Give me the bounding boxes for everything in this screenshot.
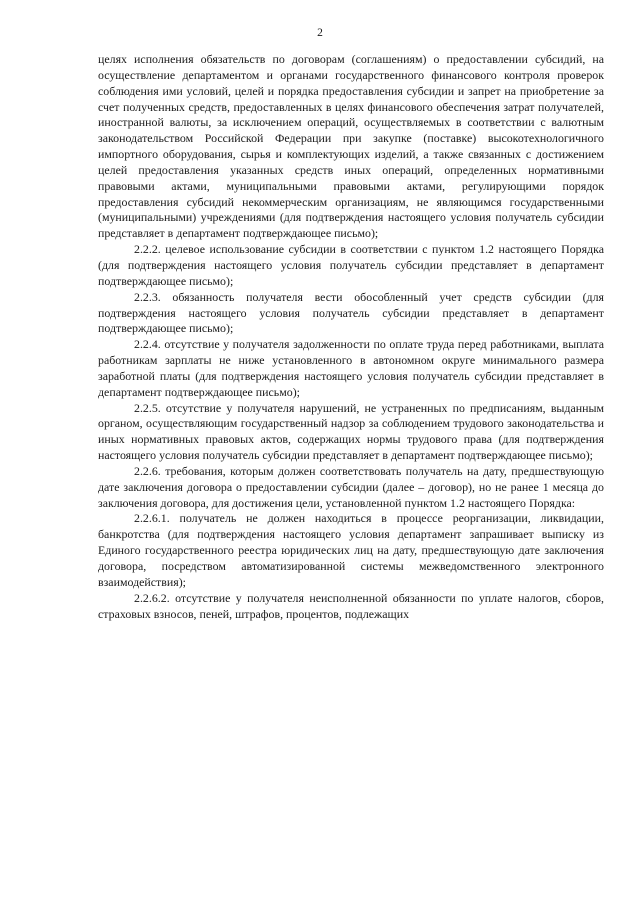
paragraph-text: получатель не должен находиться в процессе реорганизации, ликвидации, банкротства (для подтверждения настоящего условия департамент запрашивает выписку из Единого государственного реестра юридических лиц на дату, предшествующую дате заключения договора, посредством автоматизированной системы межведомственного электронного взаимодействия); <box>98 511 604 589</box>
paragraph-2-2-3 <box>98 290 604 338</box>
paragraph-text: целевое использование субсидии в соответствии с пунктом 1.2 настоящего Порядка (для подтверждения настоящего условия получатель субсидии представляет в департамент подтверждающее письмо); <box>98 242 604 288</box>
paragraph-number: 2.2.4. <box>134 337 161 352</box>
paragraph-2-2-6 <box>98 464 604 512</box>
paragraph-continuation <box>98 52 604 242</box>
paragraph-2-2-6-2 <box>98 591 604 623</box>
paragraph-text: отсутствие у получателя задолженности по оплате труда перед работниками, выплата работникам зарплаты не ниже установленного в автономном округе минимального размера заработной платы (для подтверждения настоящего условия получатель субсидии представляет в департамент подтверждающее письмо); <box>98 337 604 399</box>
paragraph-2-2-4 <box>98 337 604 400</box>
paragraph-2-2-2 <box>98 242 604 290</box>
paragraph-number: 2.2.6.1. <box>134 511 170 526</box>
paragraph-number: 2.2.6.2. <box>134 590 170 605</box>
paragraph-2-2-5 <box>98 401 604 464</box>
paragraph-number: 2.2.6. <box>134 463 161 478</box>
paragraph-text: целях исполнения обязательств по договорам (соглашениям) о предоставлении субсидий, на осуществление департаментом и органами государственного финансового контроля проверок соблюдения ими условий, целей и порядка предоставления субсидии и запрет на приобретение за счет полученных средств, предоставленных в целях финансового обеспечения затрат получателей, иностранной валюты, за исключением операций, осуществляемых в соответствии с валютным законодательством Российской Федерации при закупке (поставке) высокотехнологичного импортного оборудования, сырья и комплектующих изделий, а также связанных с достижением целей предоставления указанных средств иных операций, определенных нормативными правовыми актами, муниципальными правовыми актами, регулирующими порядок предоставления субсидий некоммерческим организациям, не являющимся государственными (муниципальными) учреждениями (для подтверждения настоящего условия получатель субсидии представляет в департамент подтверждающее письмо); <box>98 52 604 241</box>
paragraph-2-2-6-1 <box>98 511 604 590</box>
paragraph-number: 2.2.2. <box>134 242 161 257</box>
document-body <box>98 52 604 622</box>
paragraph-text: требования, которым должен соответствовать получатель на дату, предшествующую дате заключения договора о предоставлении субсидии (далее – договор), но не ранее 1 месяца до заключения договора, для достижения цели, установленной пунктом 1.2 настоящего Порядка: <box>98 463 604 510</box>
paragraph-text: отсутствие у получателя неисполненной обязанности по уплате налогов, сборов, страховых взносов, пеней, штрафов, процентов, подлежащих <box>98 590 604 621</box>
paragraph-text: обязанность получателя вести обособленный учет средств субсидии (для подтверждения настоящего условия получатель субсидии представляет в департамент подтверждающее письмо); <box>98 289 604 336</box>
paragraph-number: 2.2.5. <box>134 400 161 415</box>
page-number: 2 <box>317 27 323 39</box>
paragraph-number: 2.2.3. <box>134 289 161 304</box>
paragraph-text: отсутствие у получателя нарушений, не устраненных по предписаниям, выданным органом, осуществляющим государственный надзор за соблюдением трудового законодательства и иных нормативных правовых актов, содержащих нормы трудового права (для подтверждения настоящего условия получатель субсидии представляет в департамент подтверждающее письмо); <box>98 400 604 463</box>
